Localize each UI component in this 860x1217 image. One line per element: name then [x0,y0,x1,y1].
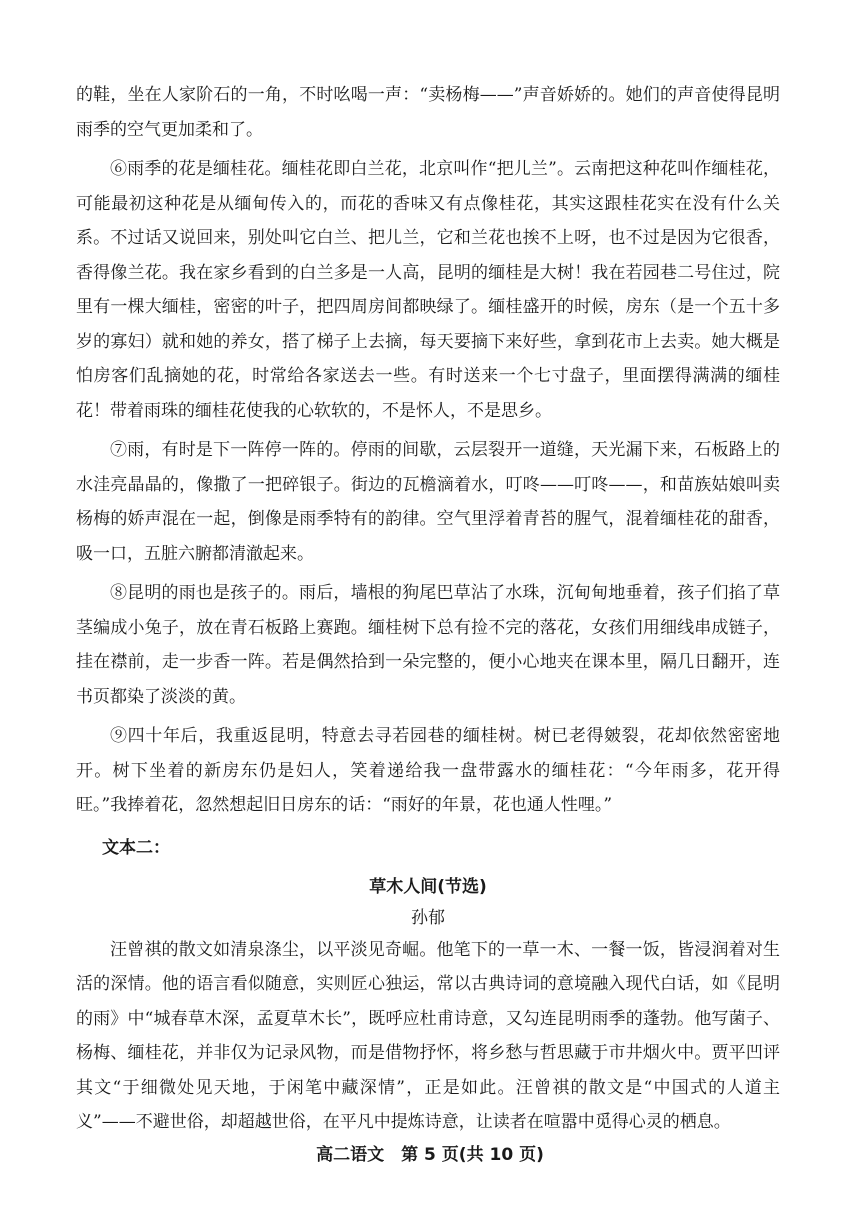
paragraph-continuation: 的鞋，坐在人家阶石的一角，不时吆喝一声：“卖杨梅——”声音娇娇的。她们的声音使得昆明雨季的空气更加柔和了。 [76,85,780,140]
paragraph-9: ⑨四十年后，我重返昆明，特意去寻若园巷的缅桂树。树已老得皴裂，花却依然密密地开。树下坐着的新房东仍是妇人，笑着递给我一盘带露水的缅桂花：“今年雨多，花开得旺。”我捧着花，忽然想起旧日房东的话：“雨好的年景，花也通人性哩。” [76,726,780,815]
text2-label: 文本二： [102,837,170,858]
paragraph-7: ⑦雨，有时是下一阵停一阵的。停雨的间歇，云层裂开一道缝，天光漏下来，石板路上的水洼亮晶晶的，像撒了一把碎银子。街边的瓦檐滴着水，叮咚——叮咚——，和苗族姑娘叫卖杨梅的娇声混在一起，倒像是雨季特有的韵律。空气里浮着青苔的腥气，混着缅桂花的甜香，吸一口，五脏六腑都清澈起来。 [76,440,780,564]
text2-title: 草木人间(节选) [369,876,487,897]
text2-body: 汪曾祺的散文如清泉涤尘，以平淡见奇崛。他笔下的一草一木、一餐一饭，皆浸润着对生活的深情。他的语言看似随意，实则匠心独运，常以古典诗词的意境融入现代白话，如《昆明的雨》中“城春草木深，孟夏草木长”，既呼应杜甫诗意，又勾连昆明雨季的蓬勃。他写菌子、杨梅、缅桂花，并非仅为记录风物，而是借物抒怀，将乡愁与哲思藏于市井烟火中。贾平凹评其文“于细微处见天地，于闲笔中藏深情”，正是如此。汪曾祺的散文是“中国式的人道主义”——不避世俗，却超越世俗，在平凡中提炼诗意，让读者在喧嚣中觅得心灵的栖息。 [76,939,780,1132]
paragraph-6: ⑥雨季的花是缅桂花。缅桂花即白兰花，北京叫作“把儿兰”。云南把这种花叫作缅桂花，可能最初这种花是从缅甸传入的，而花的香味又有点像桂花，其实这跟桂花实在没有什么关系。不过话又说回来，别处叫它白兰、把儿兰，它和兰花也挨不上呀，也不过是因为它很香，香得像兰花。我在家乡看到的白兰多是一人高，昆明的缅桂是大树！我在若园巷二号住过，院里有一棵大缅桂，密密的叶子，把四周房间都映绿了。缅桂盛开的时候，房东（是一个五十多岁的寡妇）就和她的养女，搭了梯子上去摘，每天要摘下来好些，拿到花市上去卖。她大概是怕房客们乱摘她的花，时常给各家送去一些。有时送来一个七寸盘子，里面摆得满满的缅桂花！带着雨珠的缅桂花使我的心软软的，不是怀人，不是思乡。 [76,159,780,421]
page-footer: 高二语文 第 5 页(共 10 页) [316,1145,544,1165]
paragraph-8: ⑧昆明的雨也是孩子的。雨后，墙根的狗尾巴草沾了水珠，沉甸甸地垂着，孩子们掐了草茎编成小兔子，放在青石板路上赛跑。缅桂树下总有捡不完的落花，女孩们用细线串成链子，挂在襟前，走一步香一阵。若是偶然拾到一朵完整的，便小心地夹在课本里，隔几日翻开，连书页都染了淡淡的黄。 [76,583,780,707]
text2-author: 孙郁 [411,907,445,928]
